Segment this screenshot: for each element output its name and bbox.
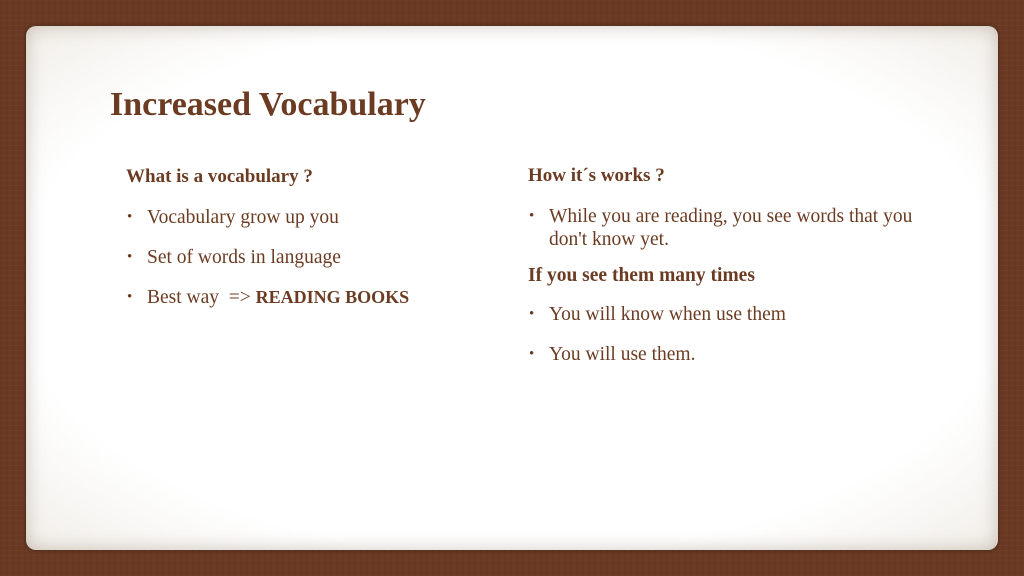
- left-bullet-list: [126, 206, 486, 309]
- slide-title: Increased Vocabulary: [110, 86, 426, 123]
- bullet-icon: •: [529, 208, 535, 224]
- bullet-icon: •: [529, 346, 535, 362]
- list-item: [528, 343, 928, 366]
- list-item-text: While you are reading, you see words that you don't know yet.: [549, 206, 913, 250]
- bullet-icon: •: [127, 249, 133, 265]
- right-subheading: If you see them many times: [528, 265, 755, 286]
- list-item: [528, 303, 928, 326]
- best-way-label: Best way =>: [147, 287, 256, 308]
- list-item: [528, 205, 928, 251]
- list-item-text: Vocabulary grow up you: [147, 207, 339, 228]
- right-bullet-list: [528, 205, 928, 251]
- bullet-icon: •: [529, 306, 535, 322]
- list-item-text: You will use them.: [549, 344, 696, 365]
- left-column: [126, 166, 486, 326]
- best-way-value: READING BOOKS: [255, 287, 410, 307]
- right-column: [528, 165, 928, 383]
- list-item-text: Set of words in language: [147, 247, 341, 268]
- right-bullet-list-2: [528, 303, 928, 366]
- slide-canvas: [26, 26, 998, 550]
- list-item: [126, 286, 486, 309]
- bullet-icon: •: [127, 289, 133, 305]
- left-heading: What is a vocabulary ?: [126, 166, 313, 187]
- right-heading: How it´s works ?: [528, 165, 665, 186]
- list-item: [126, 206, 486, 229]
- bullet-icon: •: [127, 209, 133, 225]
- list-item-text: You will know when use them: [549, 304, 786, 325]
- list-item: [126, 246, 486, 269]
